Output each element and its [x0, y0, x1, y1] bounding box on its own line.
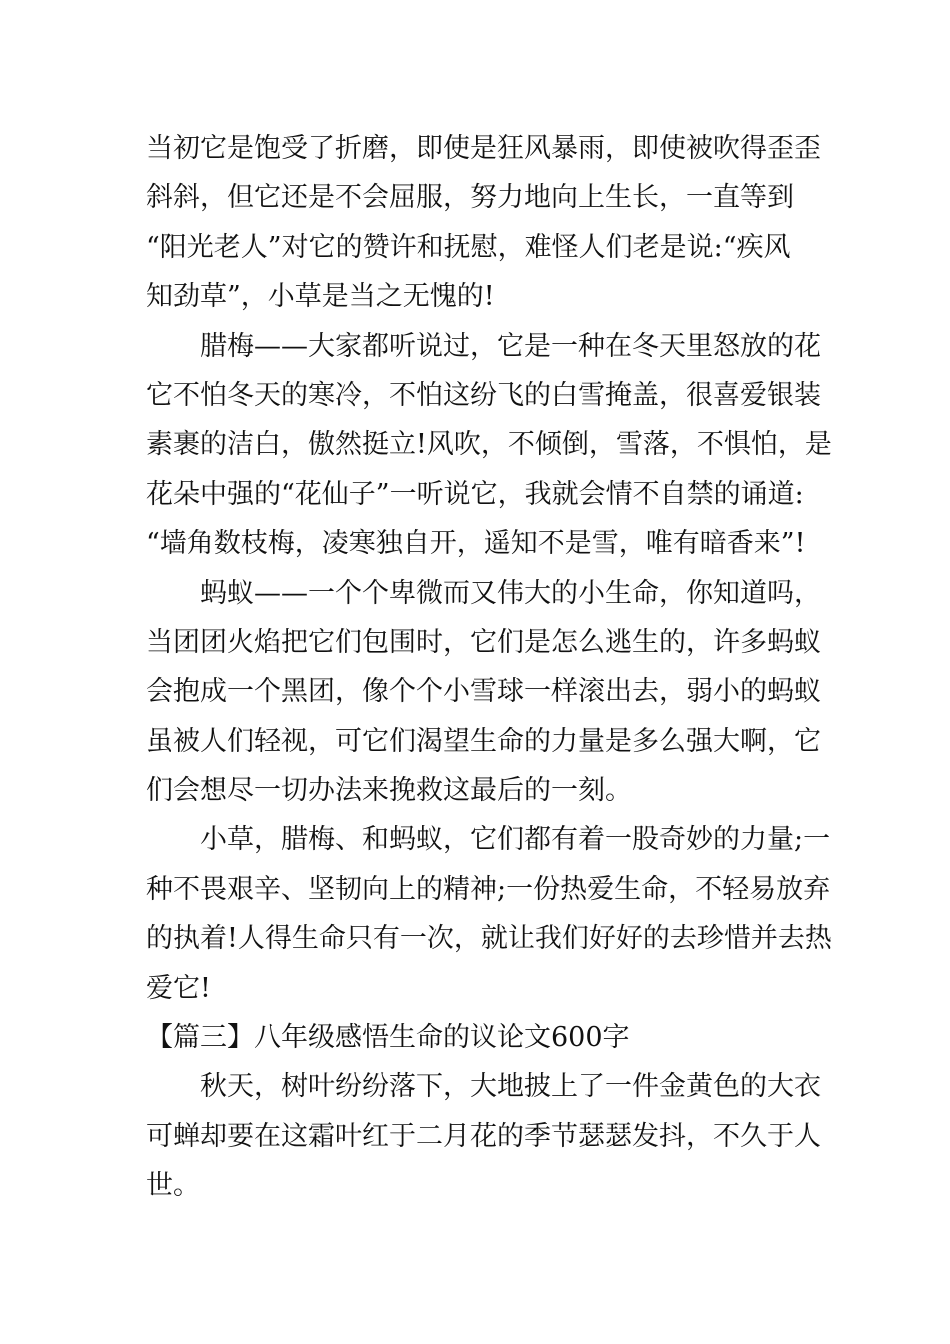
- text-line: 当初它是饱受了折磨，即使是狂风暴雨，即使被吹得歪歪: [146, 133, 821, 164]
- text-line: 爱它!: [146, 972, 211, 1004]
- text-line: 知劲草”，小草是当之无愧的!: [146, 281, 495, 313]
- paragraph-grass-ending: [146, 124, 821, 322]
- section-heading: 【篇三】八年级感悟生命的议论文600字: [146, 1022, 630, 1054]
- text-line: 素裹的洁白，傲然挺立!风吹，不倾倒，雪落，不惧怕，是: [146, 429, 832, 461]
- text-line: 当团团火焰把它们包围时，它们是怎么逃生的，许多蚂蚁: [146, 626, 821, 658]
- paragraph-conclusion: [146, 815, 832, 1013]
- text-line: “墙角数枝梅，凌寒独自开，遥知不是雪，唯有暗香来”!: [146, 528, 806, 560]
- text-line: 腊梅——大家都听说过，它是一种在冬天里怒放的花: [200, 330, 821, 362]
- text-line: 它不怕冬天的寒冷，不怕这纷飞的白雪掩盖，很喜爱银装: [146, 379, 821, 411]
- document-page: [146, 124, 832, 1211]
- text-line: “阳光老人”对它的赞许和抚慰，难怪人们老是说:“疾风: [146, 231, 791, 263]
- text-line: 们会想尽一切办法来挽救这最后的一刻。: [146, 775, 632, 807]
- paragraph-plum-blossom: [146, 322, 832, 569]
- text-line: 的执着!人得生命只有一次，就让我们好好的去珍惜并去热: [146, 923, 832, 955]
- text-line: 小草，腊梅、和蚂蚁，它们都有着一股奇妙的力量;一: [200, 824, 831, 856]
- text-line: 可蝉却要在这霜叶红于二月花的季节瑟瑟发抖，不久于人: [146, 1120, 821, 1152]
- text-line: 花朵中强的“花仙子”一听说它，我就会情不自禁的诵道:: [146, 478, 804, 510]
- text-line: 蚂蚁——一个个卑微而又伟大的小生命，你知道吗，: [200, 577, 821, 609]
- paragraph-ants: [146, 569, 821, 816]
- text-line: 会抱成一个黑团，像个个小雪球一样滚出去，弱小的蚂蚁: [146, 676, 821, 708]
- text-line: 世。: [146, 1170, 200, 1202]
- text-line: 虽被人们轻视，可它们渴望生命的力量是多么强大啊，它: [146, 725, 821, 757]
- paragraph-autumn: [146, 1062, 821, 1210]
- text-line: 种不畏艰辛、坚韧向上的精神;一份热爱生命，不轻易放弃: [146, 873, 831, 905]
- text-line: 秋天，树叶纷纷落下，大地披上了一件金黄色的大衣: [200, 1071, 821, 1103]
- text-line: 斜斜，但它还是不会屈服，努力地向上生长，一直等到: [146, 182, 794, 214]
